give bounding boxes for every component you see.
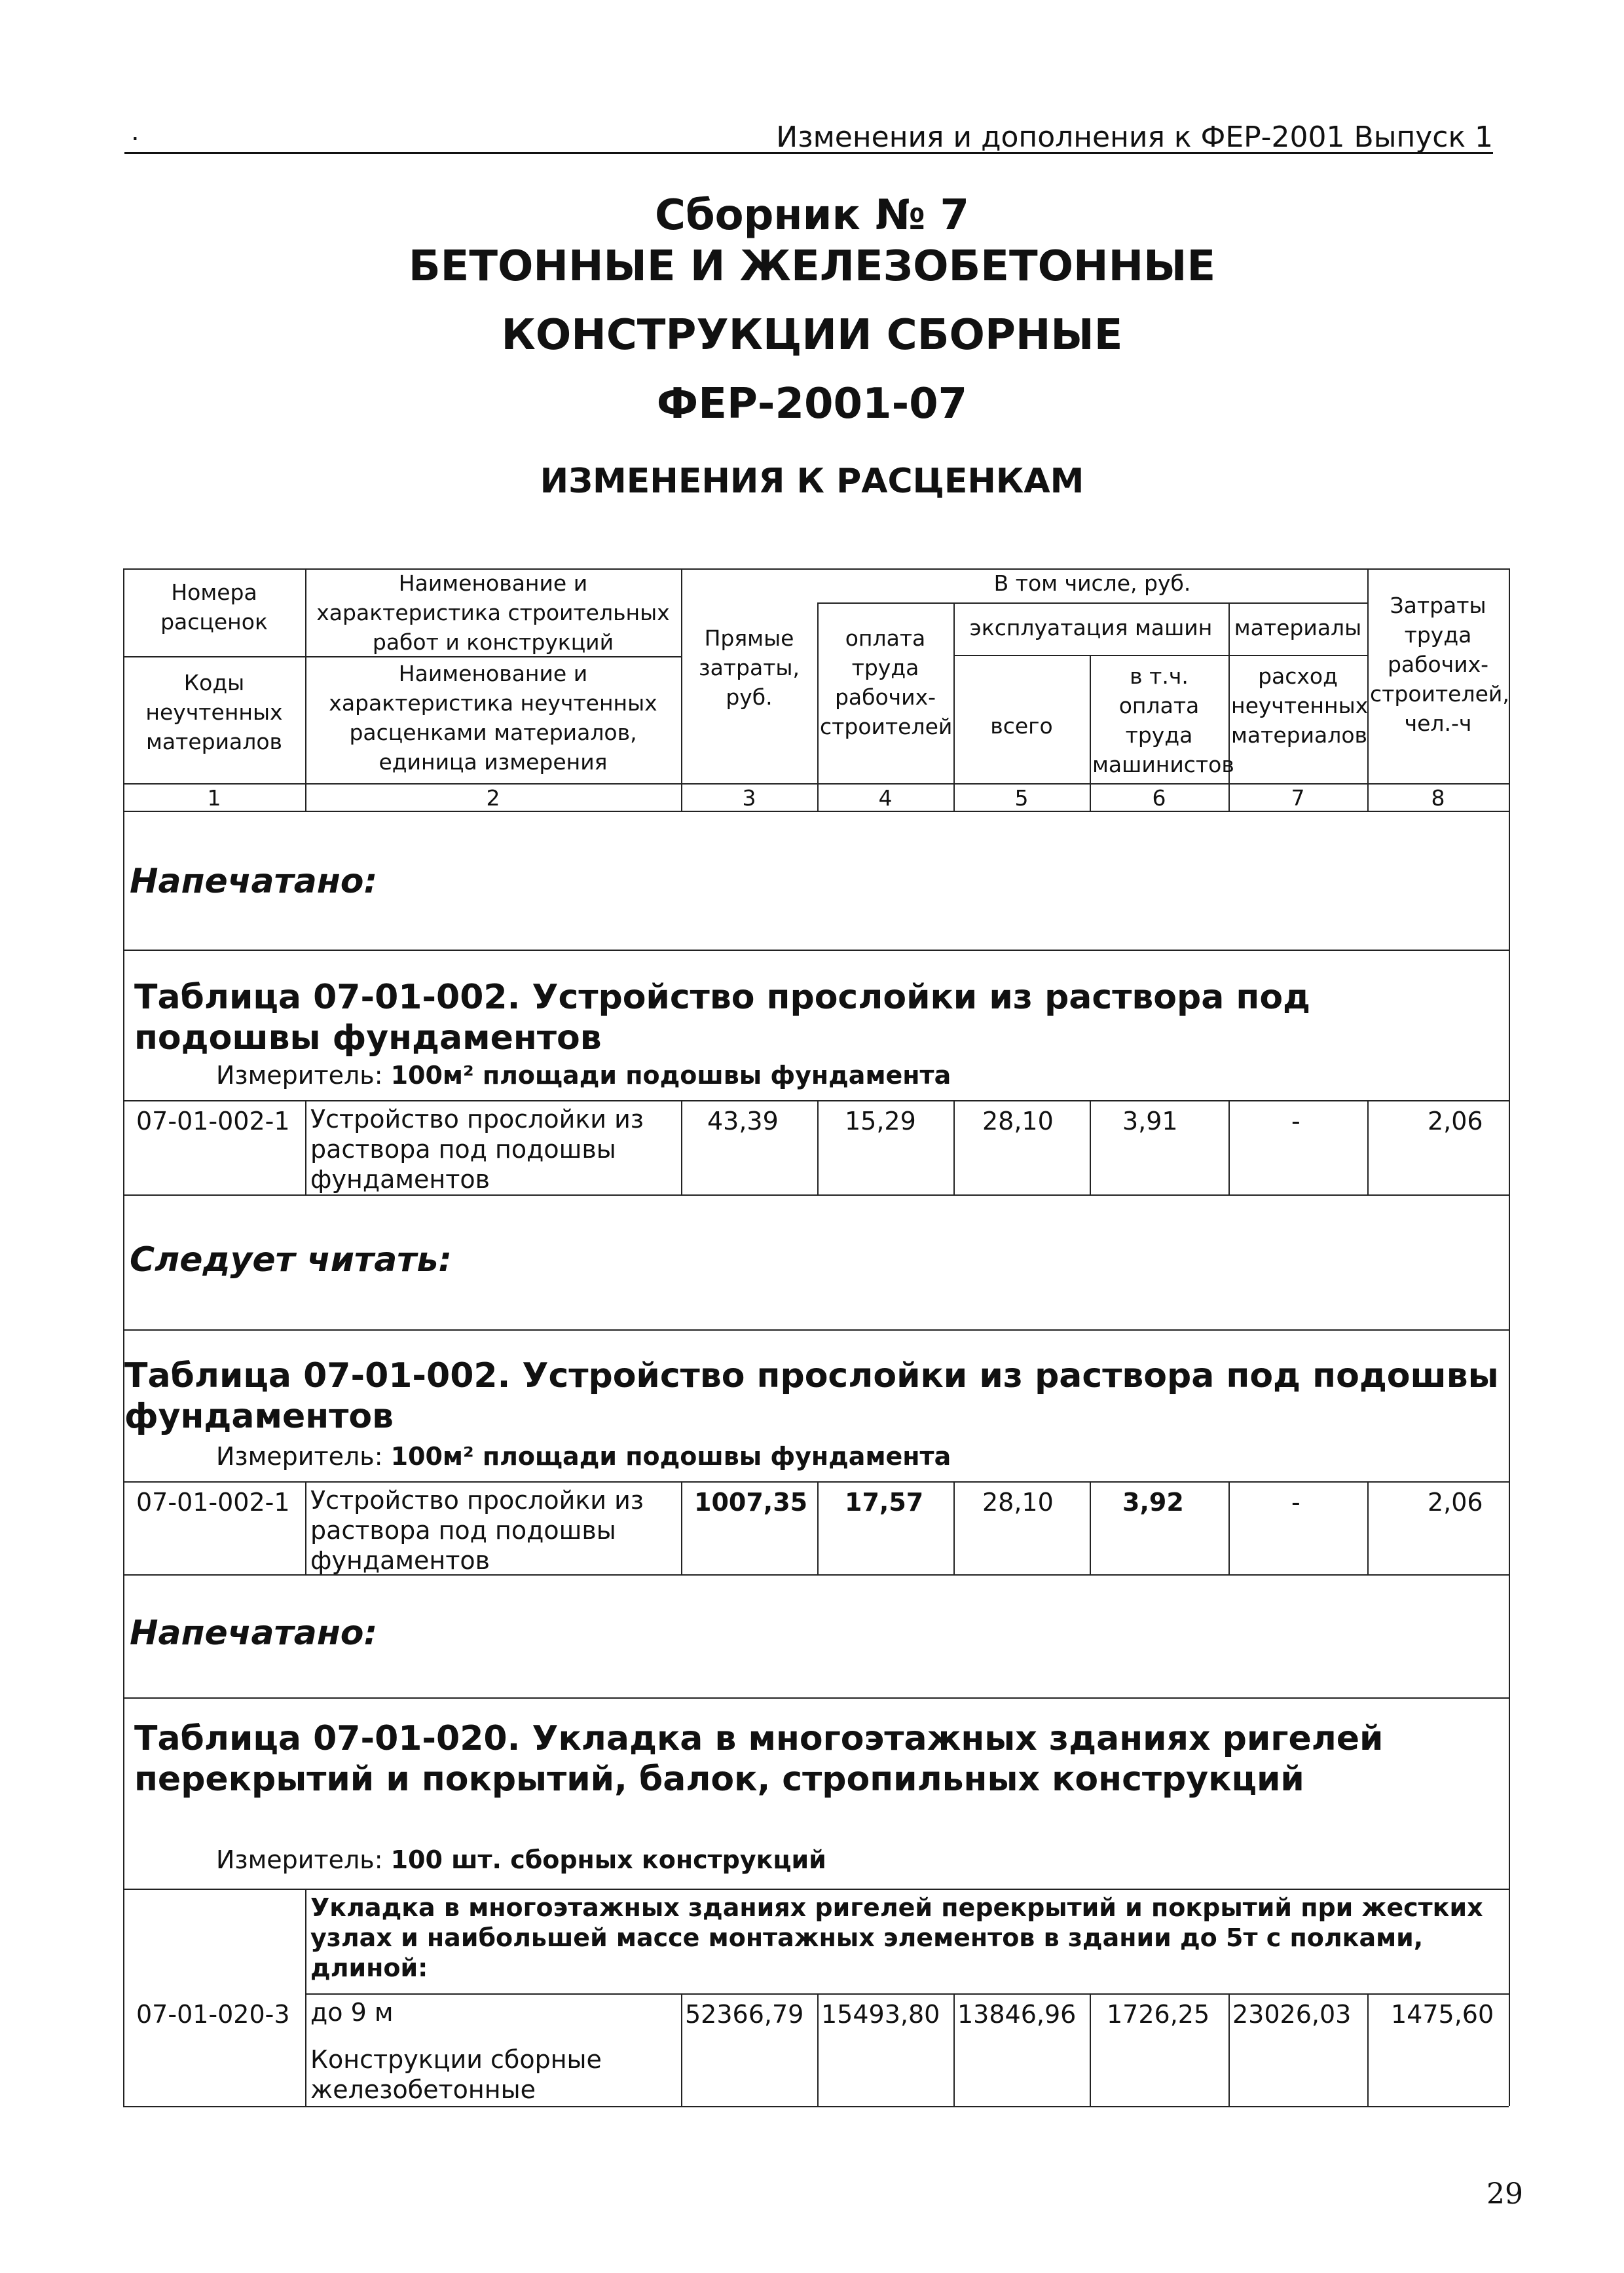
header-col3: Прямые затраты, руб.	[699, 625, 800, 710]
row-labor-hours: 2,06	[1428, 1107, 1483, 1136]
collection-name-line2: КОНСТРУКЦИИ СБОРНЫЕ	[501, 311, 1123, 360]
row-machines-total: 28,10	[982, 1107, 1054, 1136]
row-code: 07-01-020-3	[136, 2000, 290, 2029]
row-name: до 9 м	[310, 1998, 394, 2027]
header-col7: расход неучтенных материалов	[1231, 663, 1369, 748]
row-code: 07-01-002-1	[136, 1488, 290, 1517]
header-group: В том числе, руб.	[993, 570, 1191, 596]
changes-subtitle: ИЗМЕНЕНИЯ К РАСЦЕНКАМ	[540, 462, 1084, 501]
header-col1-top: Номера расценок	[160, 580, 268, 635]
col-number-6: 6	[1152, 785, 1166, 811]
row-materials: -	[1291, 1107, 1301, 1136]
row-direct: 1007,35	[694, 1488, 808, 1517]
row-direct: 52366,79	[685, 2000, 804, 2029]
header-col8: Затраты труда рабочих-строителей, чел.-ч	[1370, 593, 1509, 736]
page-number: 29	[1486, 2177, 1523, 2211]
col-number-8: 8	[1431, 785, 1445, 811]
header-col2-bottom: Наименование и характеристика неучтенных расценками материалов, единица измерения	[329, 661, 657, 775]
header-col2-top: Наименование и характеристика строительных работ и конструкций	[316, 570, 670, 655]
header-col5: всего	[990, 713, 1053, 739]
col-number-5: 5	[1014, 785, 1029, 811]
table-title-2: Таблица 07-01-002. Устройство прослойки из раствора под подошвы фундаментов	[124, 1356, 1499, 1436]
col-number-3: 3	[742, 785, 756, 811]
col-number-4: 4	[878, 785, 893, 811]
header-dot: .	[131, 117, 139, 147]
row-labor: 15,29	[845, 1107, 916, 1136]
row-machinists: 3,91	[1122, 1107, 1178, 1136]
section-printed-1: Напечатано:	[130, 862, 378, 901]
measure-value: 100м² площади подошвы фундамента	[390, 1442, 951, 1471]
header-col6: в т.ч. оплата труда машинистов	[1092, 663, 1234, 777]
section-should-read: Следует читать:	[130, 1240, 452, 1280]
col-number-7: 7	[1291, 785, 1305, 811]
row-materials: 23026,03	[1232, 2000, 1352, 2029]
header-materials: материалы	[1234, 615, 1362, 640]
row-labor-hours: 1475,60	[1391, 2000, 1494, 2029]
running-header	[124, 115, 1493, 154]
row-machinists: 1726,25	[1107, 2000, 1210, 2029]
measure-label: Измеритель:	[216, 1061, 383, 1090]
table-title-3: Таблица 07-01-020. Укладка в многоэтажных зданиях ригелей перекрытий и покрытий, балок, стропильных конструкций	[134, 1719, 1384, 1799]
measure-3	[216, 1845, 826, 1874]
header-col4: оплата труда рабочих-строителей	[820, 625, 953, 739]
section-printed-2: Напечатано:	[130, 1614, 378, 1653]
row-labor-hours: 2,06	[1428, 1488, 1483, 1517]
row-labor: 17,57	[845, 1488, 924, 1517]
row-name: Устройство прослойки из раствора под подошвы фундаментов	[310, 1105, 644, 1194]
collection-name-line1: БЕТОННЫЕ И ЖЕЛЕЗОБЕТОННЫЕ	[408, 242, 1216, 291]
row-name: Устройство прослойки из раствора под подошвы фундаментов	[310, 1486, 644, 1575]
measure-value: 100м² площади подошвы фундамента	[390, 1061, 951, 1090]
measure-label: Измеритель:	[216, 1442, 383, 1471]
col-number-2: 2	[486, 785, 500, 811]
row-direct: 43,39	[707, 1107, 779, 1136]
running-header-text: Изменения и дополнения к ФЕР-2001 Выпуск 1	[776, 120, 1493, 154]
measure-1	[216, 1061, 951, 1090]
row-machinists: 3,92	[1122, 1488, 1184, 1517]
collection-code: ФЕР-2001-07	[656, 380, 968, 428]
header-machines: эксплуатация машин	[969, 615, 1213, 640]
row-machines-total: 28,10	[982, 1488, 1054, 1517]
measure-label: Измеритель:	[216, 1845, 383, 1874]
col-number-1: 1	[207, 785, 221, 811]
row-machines-total: 13846,96	[957, 2000, 1077, 2029]
row-code: 07-01-002-1	[136, 1107, 290, 1136]
table-title-1: Таблица 07-01-002. Устройство прослойки из раствора под подошвы фундаментов	[134, 978, 1311, 1058]
header-col1-bottom: Коды неучтенных материалов	[145, 670, 283, 754]
measure-value: 100 шт. сборных конструкций	[390, 1845, 826, 1874]
row-labor: 15493,80	[821, 2000, 940, 2029]
row-materials: -	[1291, 1488, 1301, 1517]
group-heading: Укладка в многоэтажных зданиях ригелей перекрытий и покрытий при жестких узлах и наибольшей массе монтажных элементов в здании до 5т с полками, длиной:	[310, 1893, 1483, 1982]
row-subname: Конструкции сборные железобетонные	[310, 2045, 602, 2104]
collection-title: Сборник № 7	[654, 191, 970, 240]
measure-2	[216, 1442, 951, 1471]
